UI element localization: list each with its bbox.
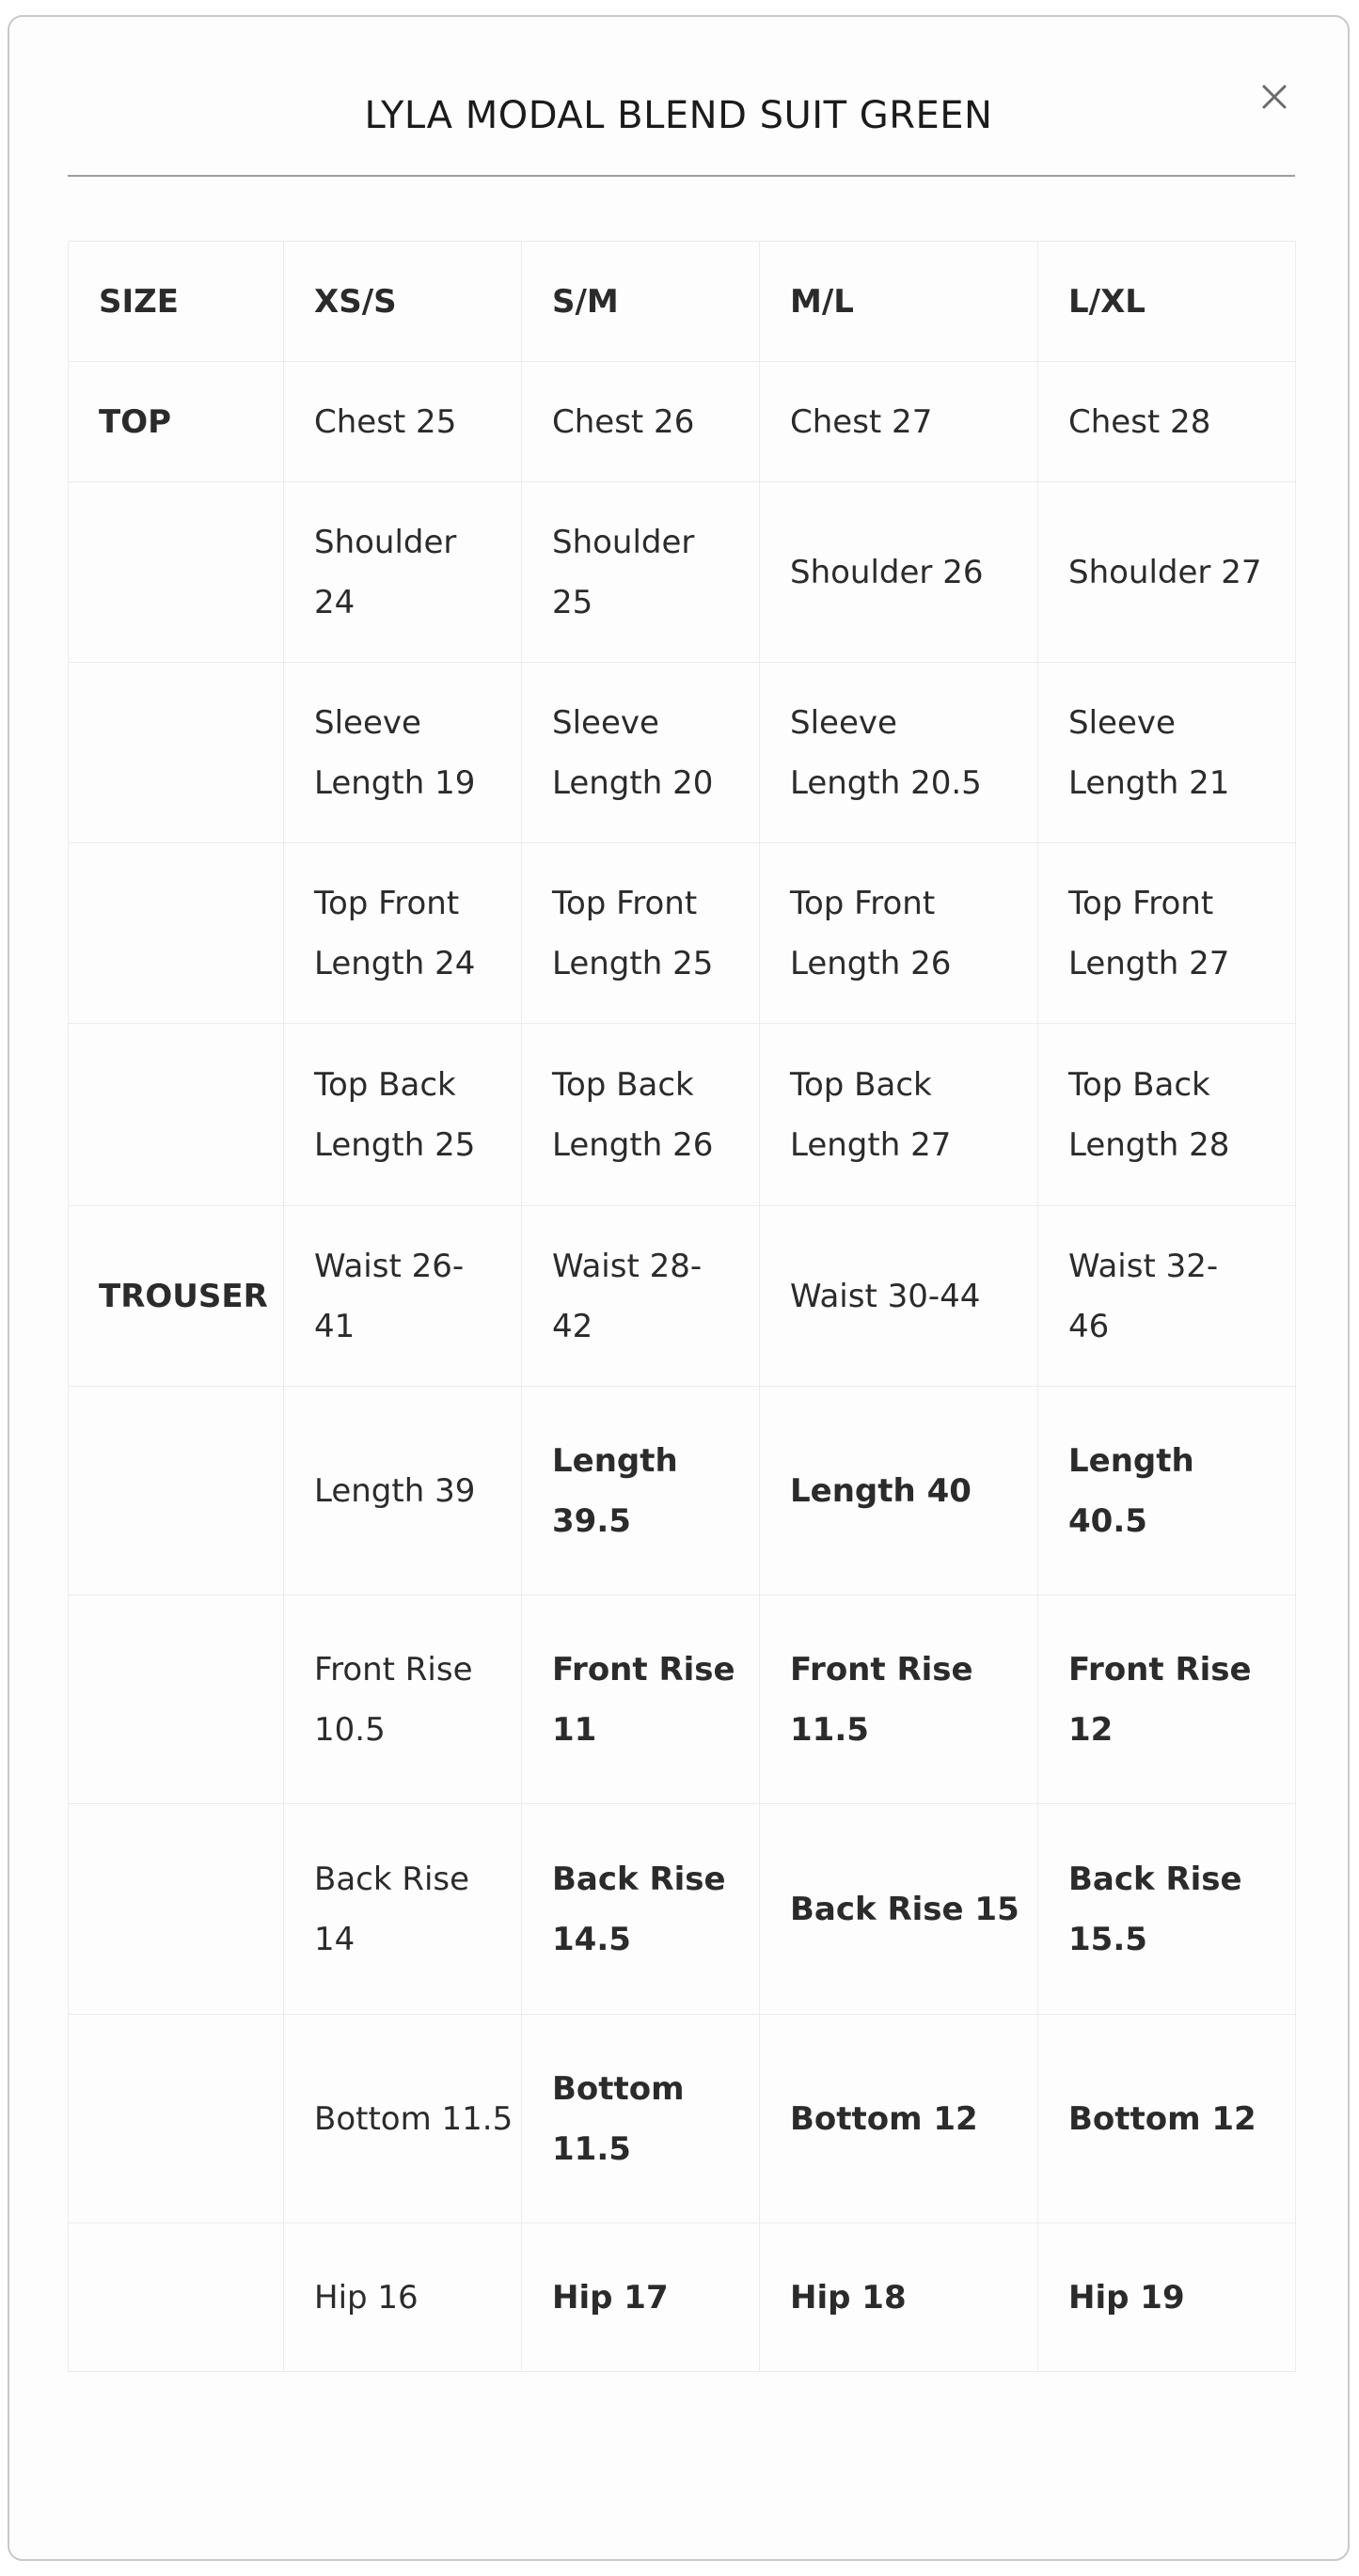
- table-row: [69, 1206, 1296, 1387]
- cell-text: Hip 18: [790, 2278, 907, 2317]
- table-cell: [522, 482, 760, 663]
- table-cell: [522, 2015, 760, 2223]
- cell-text: Length 40: [790, 1471, 972, 1510]
- header-cell-xs-s: XS/S: [284, 242, 522, 362]
- cell-text: Top Back Length 25: [314, 1065, 476, 1164]
- cell-text: Shoulder 25: [552, 523, 695, 621]
- header-cell-s-m: S/M: [522, 242, 760, 362]
- table-row: [69, 482, 1296, 663]
- cell-text: Top Front Length 27: [1068, 884, 1230, 982]
- cell-text: Back Rise 14: [314, 1860, 470, 1958]
- size-table: [68, 241, 1296, 2372]
- table-cell: [760, 2223, 1038, 2372]
- table-cell: [1038, 1804, 1296, 2015]
- table-cell: [1038, 663, 1296, 843]
- cell-text: Front Rise 11.5: [790, 1650, 973, 1749]
- row-label: TROUSER: [69, 1206, 284, 1387]
- row-label: TOP: [69, 362, 284, 482]
- cell-text: Sleeve Length 20: [552, 703, 714, 802]
- header-cell-l-xl: L/XL: [1038, 242, 1296, 362]
- cell-text: Waist 30-44: [790, 1277, 981, 1315]
- table-cell: [760, 482, 1038, 663]
- cell-text: Waist 28- 42: [552, 1247, 703, 1345]
- table-cell: [1038, 2223, 1296, 2372]
- cell-text: Front Rise 10.5: [314, 1650, 473, 1749]
- table-cell: [522, 1024, 760, 1206]
- row-label: [69, 2223, 284, 2372]
- cell-text: Shoulder 24: [314, 523, 457, 621]
- cell-text: Shoulder 27: [1068, 553, 1262, 591]
- header-row: [69, 242, 1296, 362]
- cell-text: Chest 26: [552, 402, 695, 441]
- cell-text: Chest 25: [314, 402, 457, 441]
- table-cell: [760, 1804, 1038, 2015]
- cell-text: Bottom 12: [790, 2099, 978, 2138]
- table-cell: [522, 2223, 760, 2372]
- cell-text: Front Rise 12: [1068, 1650, 1252, 1749]
- cell-text: Top Front Length 26: [790, 884, 952, 982]
- header-cell-size: SIZE: [69, 242, 284, 362]
- cell-text: Back Rise 15.5: [1068, 1860, 1242, 1958]
- cell-text: Front Rise 11: [552, 1650, 735, 1749]
- table-row: [69, 2223, 1296, 2372]
- table-row: [69, 843, 1296, 1024]
- cell-text: Back Rise 14.5: [552, 1860, 726, 1958]
- table-cell: [522, 1804, 760, 2015]
- table-cell: [760, 2015, 1038, 2223]
- cell-text: Back Rise 15: [790, 1890, 1019, 1928]
- table-cell: [760, 1387, 1038, 1595]
- table-row: [69, 1804, 1296, 2015]
- table-cell: [1038, 1595, 1296, 1804]
- table-row: [69, 362, 1296, 482]
- cell-text: Top Back Length 27: [790, 1065, 952, 1164]
- header-cell-m-l: M/L: [760, 242, 1038, 362]
- title-divider: [68, 175, 1295, 177]
- cell-text: Sleeve Length 19: [314, 703, 476, 802]
- table-cell: [760, 1024, 1038, 1206]
- row-label: [69, 1387, 284, 1595]
- table-cell: [522, 1206, 760, 1387]
- table-row: [69, 663, 1296, 843]
- table-cell: [522, 1595, 760, 1804]
- cell-text: Bottom 11.5: [314, 2099, 514, 2138]
- table-cell: [284, 362, 522, 482]
- table-cell: [760, 362, 1038, 482]
- table-cell: [284, 1595, 522, 1804]
- table-cell: [284, 1024, 522, 1206]
- cell-text: Top Back Length 28: [1068, 1065, 1230, 1164]
- row-label: [69, 2015, 284, 2223]
- table-cell: [1038, 362, 1296, 482]
- cell-text: Top Front Length 25: [552, 884, 714, 982]
- row-label: [69, 843, 284, 1024]
- table-cell: [284, 2015, 522, 2223]
- table-cell: [284, 2223, 522, 2372]
- table-cell: [284, 1206, 522, 1387]
- cell-text: Chest 27: [790, 402, 933, 441]
- table-cell: [522, 362, 760, 482]
- table-cell: [1038, 2015, 1296, 2223]
- modal-title: LYLA MODAL BLEND SUIT GREEN: [364, 94, 993, 137]
- close-button[interactable]: [1251, 73, 1298, 120]
- table-row: [69, 1595, 1296, 1804]
- cell-text: Waist 26- 41: [314, 1247, 465, 1345]
- cell-text: Bottom 11.5: [552, 2069, 685, 2168]
- size-chart-modal: [8, 15, 1350, 2561]
- table-cell: [1038, 482, 1296, 663]
- cell-text: Waist 32- 46: [1068, 1247, 1219, 1345]
- table-cell: [284, 1387, 522, 1595]
- table-cell: [760, 843, 1038, 1024]
- table-cell: [760, 663, 1038, 843]
- table-cell: [284, 482, 522, 663]
- cell-text: Sleeve Length 21: [1068, 703, 1230, 802]
- table-cell: [1038, 1206, 1296, 1387]
- table-cell: [522, 843, 760, 1024]
- table-cell: [522, 1387, 760, 1595]
- row-label: [69, 663, 284, 843]
- cell-text: Hip 17: [552, 2278, 669, 2317]
- table-row: [69, 1024, 1296, 1206]
- table-cell: [760, 1595, 1038, 1804]
- cell-text: Length 39.5: [552, 1441, 678, 1540]
- table-cell: [284, 1804, 522, 2015]
- cell-text: Top Front Length 24: [314, 884, 476, 982]
- cell-text: Chest 28: [1068, 402, 1211, 441]
- row-label: [69, 482, 284, 663]
- cell-text: Length 39: [314, 1471, 476, 1510]
- table-row: [69, 2015, 1296, 2223]
- row-label: [69, 1024, 284, 1206]
- cell-text: Sleeve Length 20.5: [790, 703, 982, 802]
- table-cell: [760, 1206, 1038, 1387]
- close-icon: [1251, 73, 1298, 120]
- table-row: [69, 1387, 1296, 1595]
- row-label: [69, 1804, 284, 2015]
- table-cell: [1038, 1024, 1296, 1206]
- table-cell: [284, 663, 522, 843]
- table-cell: [1038, 843, 1296, 1024]
- cell-text: Hip 16: [314, 2278, 419, 2317]
- cell-text: Shoulder 26: [790, 553, 984, 591]
- row-label: [69, 1595, 284, 1804]
- cell-text: Bottom 12: [1068, 2099, 1256, 2138]
- cell-text: Top Back Length 26: [552, 1065, 714, 1164]
- table-cell: [284, 843, 522, 1024]
- table-cell: [522, 663, 760, 843]
- cell-text: Hip 19: [1068, 2278, 1185, 2317]
- cell-text: Length 40.5: [1068, 1441, 1194, 1540]
- table-cell: [1038, 1387, 1296, 1595]
